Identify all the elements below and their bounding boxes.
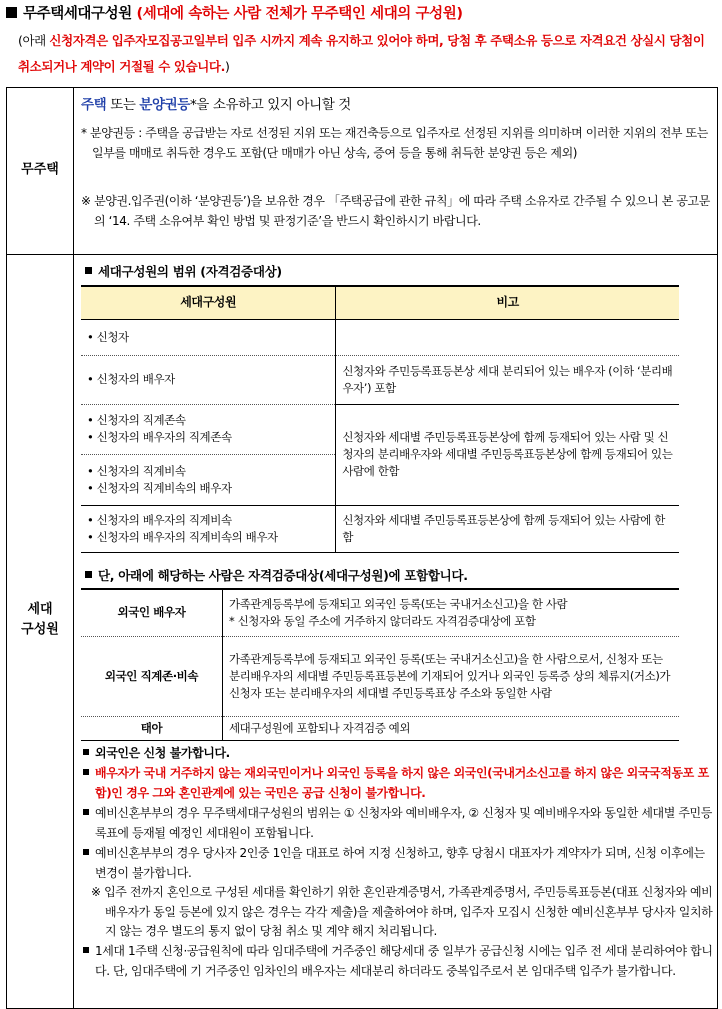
bullet-text: 외국인은 신청 불가합니다.: [95, 746, 230, 760]
note-cell: 신청자와 세대별 주민등록표등본상에 함께 등재되어 있는 사람 및 신청자의 분리배우자와 세대별 주민등록표등본상에 함께 등재되어 있는 사람에 한함: [336, 404, 679, 505]
square-bullet-icon: [83, 749, 89, 755]
include-table: [81, 588, 679, 741]
bullet-foreigner: [83, 744, 715, 764]
member-cell: [81, 404, 336, 454]
table-row: [81, 589, 679, 636]
bullet-text: 1세대 1주택 신청·공급원칙에 따라 임대주택에 거주중인 해당세대 중 일부가 공급신청 시에는 입주 전 세대 분리하여야 합니다. 단, 임대주택에 기 거주중인 임차인의 배우자는 세대분리 하더라도 중복입주로서 본 임대주택 입주가 불가합니다.: [95, 944, 713, 978]
header-note: 비고: [336, 286, 679, 319]
square-bullet-icon: [85, 267, 92, 274]
include-line: * 신청자와 동일 주소에 거주하지 않더라도 자격검증대상에 포함: [228, 613, 536, 628]
include-label: 외국인 배우자: [81, 589, 222, 636]
member-line: • 신청자의 직계비속: [87, 463, 186, 478]
square-bullet-icon: [6, 7, 17, 18]
member-line: • 신청자의 배우자의 직계존속: [87, 430, 232, 444]
headline-presale: 분양권등: [139, 97, 190, 113]
headline-house: 주택: [81, 97, 107, 113]
member-line: • 신청자의 배우자의 직계비속의 배우자: [87, 529, 278, 544]
bullet-one-household-rule: [83, 942, 717, 981]
title-paren: (세대에 속하는 사람 전체가 무주택인 세대의 구성원): [136, 6, 463, 22]
household-scope-table: [81, 285, 679, 553]
intro-post: ): [224, 59, 230, 74]
square-bullet-icon: [83, 849, 89, 855]
section-title: [6, 2, 463, 23]
table-row: [81, 505, 679, 552]
column-divider: [73, 88, 74, 1008]
member-cell: [81, 454, 336, 505]
member-cell: [81, 505, 336, 552]
bullet-text: 예비신혼부부의 경우 당사자 2인중 1인을 대표로 하여 지정 신청하고, 향후 당첨시 대표자가 계약자가 되며, 신청 이후에는 변경이 불가합니다.: [95, 846, 705, 880]
member-line: • 신청자의 직계비속의 배우자: [87, 480, 232, 495]
member-line: • 신청자의 배우자의 직계비속: [87, 512, 232, 527]
no-house-note-1: * 분양권등 : 주택을 공급받는 자로 선정된 지위 또는 재건축등으로 입주자로 선정된 지위를 의미하며 이러한 지위의 전부 또는 일부를 매매로 취득한 경우도 포함(단 매매가 아닌 상속, 증여 등을 통해 취득한 분양권 등은 제외): [81, 126, 708, 160]
member-line: • 신청자: [87, 329, 129, 344]
headline-rest: *을 소유하고 있지 아니할 것: [189, 97, 351, 113]
table-row: [81, 355, 679, 404]
include-value: [222, 589, 679, 636]
row-divider: [7, 254, 717, 255]
include-line: 가족관계등록부에 등재되고 외국인 등록(또는 국내거소신고)을 한 사람: [228, 596, 568, 611]
title-main: 무주택세대구성원: [23, 6, 132, 22]
table-row: [81, 404, 679, 454]
include-label: 외국인 직계존·비속: [81, 636, 222, 716]
member-cell: [81, 355, 336, 404]
bullet-spouse-abroad: [83, 764, 717, 803]
square-bullet-icon: [83, 947, 89, 953]
bullet-prenewlywed-scope: [83, 804, 717, 843]
header-member: 세대구성원: [81, 286, 336, 319]
include-label: 태아: [140, 720, 163, 735]
square-bullet-icon: [83, 769, 89, 775]
note-cell: [336, 319, 679, 355]
bullet-text: 배우자가 국내 거주하지 않는 재외국민이거나 외국인 등록을 하지 않은 외국인(국내거소신고를 하지 않은 외국국적동포 포함)인 경우 그와 혼인관계에 있는 국민은 공급 신청이 불가합니다.: [95, 766, 709, 800]
scope-heading: [85, 262, 282, 280]
include-value: 가족관계등록부에 등재되고 외국인 등록(또는 국내거소신고)을 한 사람으로서, 신청자 또는 분리배우자의 세대별 주민등록표등본에 기재되어 있거나 외국인 등록증 상의 체류지(거소)가 신청자 또는 분리배우자의 세대별 주민등록표상 주소와 동일한 사람: [222, 636, 679, 716]
scope-heading-text: 세대구성원의 범위 (자격검증대상): [98, 264, 282, 279]
intro-notice: [18, 28, 718, 80]
intro-warning: 신청자격은 입주자모집공고일부터 입주 시까지 계속 유지하고 있어야 하며, 당첨 후 주택소유 등으로 자격요건 상실시 당첨이 취소되거나 계약이 거절될 수 있습니다.: [18, 33, 705, 74]
row-label-household: 세대 구성원: [21, 602, 59, 637]
bullet-prenewlywed-representative: [83, 844, 717, 883]
intro-pre: (아래: [18, 33, 50, 48]
include-heading: [85, 566, 468, 584]
no-house-headline: [81, 94, 711, 116]
include-value: 세대구성원에 포함되나 자격검증 예외: [222, 716, 679, 740]
row-label-no-house: 무주택: [21, 162, 59, 177]
member-line: • 신청자의 직계존속: [87, 413, 186, 427]
square-bullet-icon: [83, 809, 89, 815]
square-bullet-icon: [85, 571, 92, 578]
member-cell: [81, 319, 336, 355]
note-cell: 신청자와 주민등록표등본상 세대 분리되어 있는 배우자 (이하 ‘분리배우자’) 포함: [336, 355, 679, 404]
note-cell: 신청자와 세대별 주민등록표등본상에 함께 등재되어 있는 사람에 한함: [336, 505, 679, 552]
table-row: [81, 636, 679, 716]
include-heading-text: 단, 아래에 해당하는 사람은 자격검증대상(세대구성원)에 포함합니다.: [98, 568, 468, 583]
bullet-marriage-proof-note: ※ 입주 전까지 혼인으로 구성된 세대를 확인하기 위한 혼인관계증명서, 가족관계증명서, 주민등록표등본(대표 신청자와 예비배우자가 동일 등본에 있지 않은 경우는 각각 제출)을 제출하여야 하며, 입주자 모집시 신청한 예비신혼부부 당사자 일치하지 않는 경우 별도의 통지 없이 당첨 취소 및 계약 해지 처리됩니다.: [91, 885, 713, 938]
headline-or: 또는: [106, 97, 140, 113]
member-line: • 신청자의 배우자: [87, 372, 175, 386]
table-row: [81, 319, 679, 355]
requirements-table: [6, 87, 718, 1009]
no-house-note-2: ※ 분양권.입주권(이하 ‘분양권등’)을 보유한 경우 「주택공급에 관한 규칙」에 따라 주택 소유자로 간주될 수 있으니 본 공고문의 ‘14. 주택 소유여부 확인 방법 및 판정기준’을 반드시 확인하시기 바랍니다.: [81, 194, 710, 228]
bullet-text: 예비신혼부부의 경우 무주택세대구성원의 범위는 ① 신청자와 예비배우자, ② 신청자 및 예비배우자와 동일한 세대별 주민등록표에 등재될 예정인 세대원이 포함됩니다.: [95, 806, 712, 840]
table-row: [81, 716, 679, 740]
